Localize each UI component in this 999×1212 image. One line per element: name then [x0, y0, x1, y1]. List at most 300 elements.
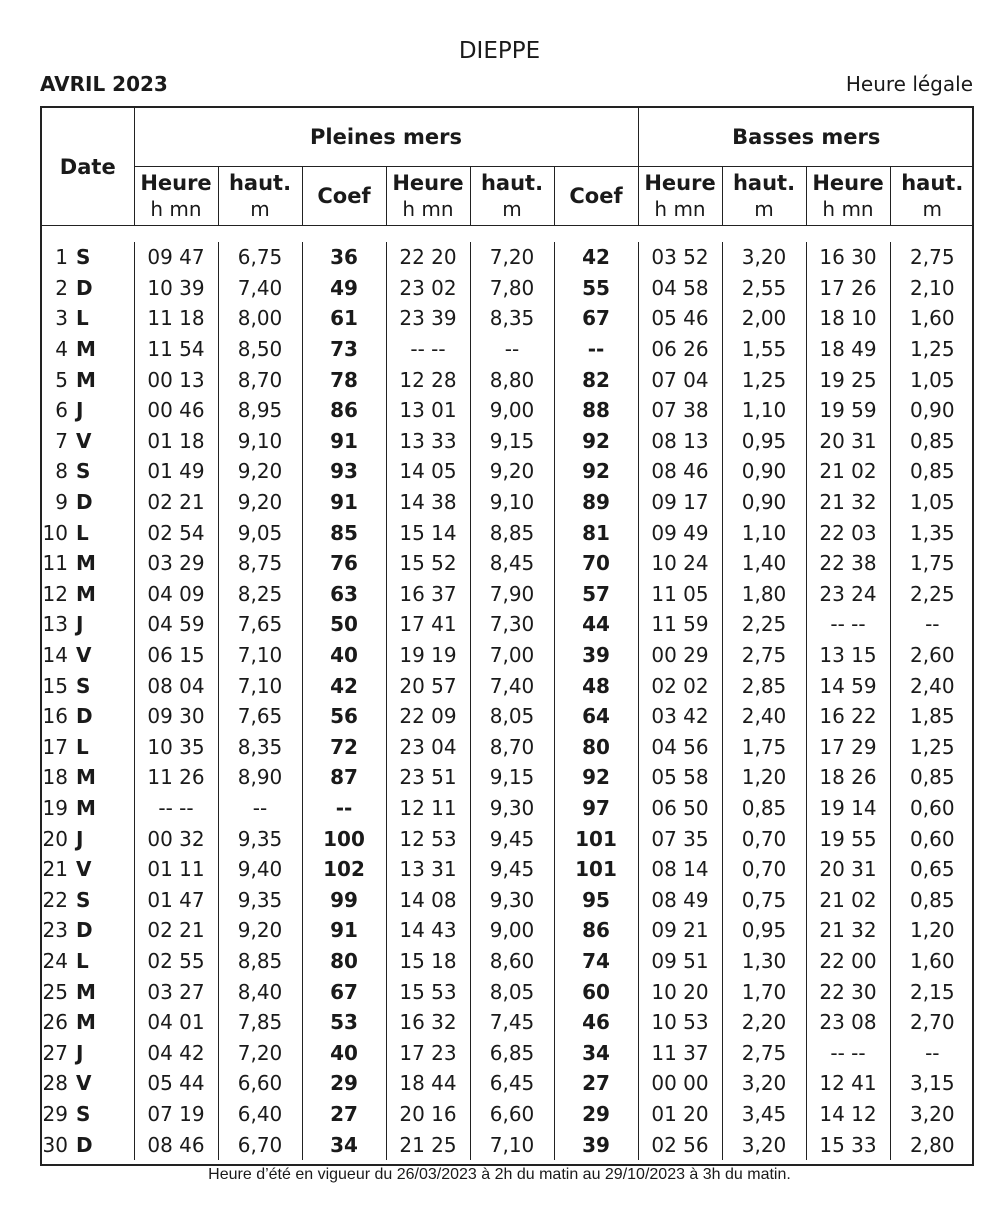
day-number: 26 — [42, 1010, 68, 1035]
pm1-heure-cell: 02 55 — [134, 946, 218, 977]
pm1-haut-cell: 9,05 — [218, 517, 302, 548]
weekday-letter: M — [76, 795, 96, 820]
pm2-haut-cell: 9,00 — [470, 395, 554, 426]
bm1-haut-cell: 1,20 — [722, 762, 806, 793]
bm1-haut-cell: 3,20 — [722, 1129, 806, 1160]
pm1-coef-cell: 72 — [302, 732, 386, 763]
bm2-haut-cell: 1,85 — [910, 704, 955, 729]
bm2-heure-cell: 22 30 — [806, 976, 890, 1007]
bm1-heure-cell: 11 05 — [638, 579, 722, 610]
table-row — [42, 456, 974, 487]
pm1-coef-cell: 102 — [302, 854, 386, 885]
pm1-haut-cell: 8,75 — [218, 548, 302, 579]
bm1-haut-cell: 1,30 — [722, 946, 806, 977]
day-number: 6 — [55, 398, 68, 423]
pm1-haut-cell: 9,10 — [218, 426, 302, 457]
pm1-haut-cell: 9,40 — [218, 854, 302, 885]
table-row — [42, 854, 974, 885]
pm2-coef-cell: 27 — [554, 1068, 638, 1099]
pm1-heure-cell: 02 54 — [134, 517, 218, 548]
date-cell — [42, 548, 134, 579]
pm2-coef-cell: 86 — [554, 915, 638, 946]
bm2-heure-cell: 14 59 — [806, 670, 890, 701]
bm2-haut-cell: 1,05 — [910, 490, 955, 515]
bm1-haut-cell: 0,95 — [722, 426, 806, 457]
pm1-haut-cell: 9,20 — [218, 487, 302, 518]
day-number: 12 — [42, 581, 68, 606]
pm1-heure-cell: 04 01 — [134, 1007, 218, 1038]
bm1-haut-cell: 0,90 — [722, 456, 806, 487]
date-cell — [42, 701, 134, 732]
bm2-haut-cell: 2,10 — [910, 275, 955, 300]
bm2-haut-cell: 2,40 — [910, 673, 955, 698]
date-cell — [42, 640, 134, 671]
pm2-heure-cell: -- -- — [386, 334, 470, 365]
weekday-letter: L — [76, 520, 89, 545]
pm1-haut-cell: 7,40 — [218, 273, 302, 304]
weekday-letter: M — [76, 1010, 96, 1035]
day-number: 23 — [42, 918, 68, 943]
table-row — [42, 334, 974, 365]
bm1-heure-cell: 08 13 — [638, 426, 722, 457]
pm2-coef-cell: 39 — [554, 640, 638, 671]
date-cell — [42, 946, 134, 977]
weekday-letter: L — [76, 948, 89, 973]
date-cell — [42, 976, 134, 1007]
pm1-coef-cell: 63 — [302, 579, 386, 610]
bm1-heure-cell: 03 42 — [638, 701, 722, 732]
day-number: 24 — [42, 948, 68, 973]
pm2-heure-cell: 15 18 — [386, 946, 470, 977]
pm1-haut-cell: 8,35 — [218, 732, 302, 763]
weekday-letter: J — [76, 1040, 84, 1065]
pm1-haut-cell: 8,25 — [218, 579, 302, 610]
tide-table-body — [42, 226, 974, 1160]
weekday-letter: M — [76, 337, 96, 362]
bm2-haut-cell: 2,15 — [910, 979, 955, 1004]
bm2-haut-cell: 2,80 — [910, 1132, 955, 1157]
bm2-haut-header: haut. m — [890, 167, 974, 226]
pm2-heure-cell: 15 52 — [386, 548, 470, 579]
pm2-coef-cell: 55 — [554, 273, 638, 304]
bm1-haut-cell: 0,70 — [722, 854, 806, 885]
pm1-coef-cell: 49 — [302, 273, 386, 304]
bm1-heure-cell: 01 20 — [638, 1099, 722, 1130]
pm2-heure-cell: 22 20 — [386, 242, 470, 273]
bm1-heure-header: Heure h mn — [638, 167, 722, 226]
pm2-haut-cell: -- — [470, 334, 554, 365]
bm1-heure-cell: 08 49 — [638, 884, 722, 915]
table-row — [42, 976, 974, 1007]
pm2-coef-cell: -- — [554, 334, 638, 365]
bm2-haut-cell: 2,75 — [910, 245, 955, 270]
bm2-heure-cell: 20 31 — [806, 426, 890, 457]
bm1-heure-cell: 08 46 — [638, 456, 722, 487]
pm1-haut-cell: 8,85 — [218, 946, 302, 977]
pm2-haut-cell: 9,30 — [470, 793, 554, 824]
bm2-haut-cell: 1,05 — [910, 367, 955, 392]
bm2-haut-cell: 0,90 — [910, 398, 955, 423]
pm1-haut-cell: 8,50 — [218, 334, 302, 365]
pm2-heure-cell: 23 51 — [386, 762, 470, 793]
pm1-heure-cell: 03 27 — [134, 976, 218, 1007]
day-number: 27 — [42, 1040, 68, 1065]
bm1-heure-cell: 05 58 — [638, 762, 722, 793]
bm1-haut-cell: 0,95 — [722, 915, 806, 946]
table-row — [42, 303, 974, 334]
day-number: 13 — [42, 612, 68, 637]
pm1-heure-cell: 10 35 — [134, 732, 218, 763]
pm2-heure-cell: 12 28 — [386, 364, 470, 395]
pleines-mers-header: Pleines mers — [134, 108, 638, 167]
pm2-heure-cell: 20 57 — [386, 670, 470, 701]
pm2-haut-cell: 8,85 — [470, 517, 554, 548]
pm2-coef-cell: 42 — [554, 242, 638, 273]
basses-mers-header: Basses mers — [638, 108, 974, 167]
bm1-heure-cell: 09 21 — [638, 915, 722, 946]
pm1-heure-cell: 04 59 — [134, 609, 218, 640]
weekday-letter: V — [76, 1071, 92, 1096]
bm1-haut-cell: 1,10 — [722, 517, 806, 548]
pm2-heure-cell: 13 01 — [386, 395, 470, 426]
bm2-haut-cell: -- — [925, 612, 940, 637]
date-header: Date — [42, 108, 134, 226]
bm2-haut-cell: 3,20 — [910, 1101, 955, 1126]
pm2-coef-cell: 89 — [554, 487, 638, 518]
pm2-coef-cell: 101 — [554, 823, 638, 854]
bm1-heure-cell: 03 52 — [638, 242, 722, 273]
pm2-heure-cell: 15 14 — [386, 517, 470, 548]
pm1-haut-cell: 7,20 — [218, 1037, 302, 1068]
pm2-haut-cell: 9,15 — [470, 762, 554, 793]
date-cell — [42, 242, 134, 273]
bm2-heure-cell: 17 29 — [806, 732, 890, 763]
date-cell — [42, 426, 134, 457]
pm1-heure-cell: 02 21 — [134, 487, 218, 518]
pm1-heure-cell: 11 26 — [134, 762, 218, 793]
day-number: 8 — [55, 459, 68, 484]
pm2-heure-cell: 14 38 — [386, 487, 470, 518]
pm1-coef-cell: 91 — [302, 426, 386, 457]
table-row — [42, 640, 974, 671]
weekday-letter: V — [76, 643, 92, 668]
pm2-haut-cell: 9,10 — [470, 487, 554, 518]
bm1-haut-cell: 1,70 — [722, 976, 806, 1007]
day-number: 3 — [55, 306, 68, 331]
weekday-letter: L — [76, 734, 89, 759]
table-row — [42, 946, 974, 977]
bm2-heure-cell: 22 38 — [806, 548, 890, 579]
pm1-coef-cell: 86 — [302, 395, 386, 426]
table-row — [42, 1037, 974, 1068]
pm2-haut-header: haut. m — [470, 167, 554, 226]
bm2-haut-cell: 2,60 — [910, 643, 955, 668]
pm2-heure-cell: 18 44 — [386, 1068, 470, 1099]
pm1-haut-cell: 9,20 — [218, 915, 302, 946]
pm1-coef-cell: 87 — [302, 762, 386, 793]
pm1-haut-cell: 6,40 — [218, 1099, 302, 1130]
bm2-haut-cell: 0,60 — [910, 826, 955, 851]
table-row — [42, 395, 974, 426]
pm2-coef-cell: 46 — [554, 1007, 638, 1038]
day-number: 10 — [42, 520, 68, 545]
day-number: 22 — [42, 887, 68, 912]
bm2-haut-cell: 2,70 — [910, 1010, 955, 1035]
weekday-letter: S — [76, 459, 91, 484]
pm1-coef-cell: 61 — [302, 303, 386, 334]
bm2-heure-cell: 21 02 — [806, 456, 890, 487]
weekday-letter: M — [76, 765, 96, 790]
bm2-haut-cell: 1,60 — [910, 306, 955, 331]
pm1-heure-cell: 07 19 — [134, 1099, 218, 1130]
pm1-heure-cell: 04 09 — [134, 579, 218, 610]
pm2-coef-cell: 60 — [554, 976, 638, 1007]
bm2-haut-cell: 1,25 — [910, 734, 955, 759]
table-row — [42, 579, 974, 610]
pm1-haut-cell: 6,60 — [218, 1068, 302, 1099]
pm2-heure-cell: 14 08 — [386, 884, 470, 915]
pm2-haut-cell: 9,15 — [470, 426, 554, 457]
pm1-haut-cell: 6,70 — [218, 1129, 302, 1160]
table-row — [42, 1007, 974, 1038]
day-number: 30 — [42, 1132, 68, 1157]
bm2-heure-cell: 19 14 — [806, 793, 890, 824]
pm2-heure-cell: 23 04 — [386, 732, 470, 763]
bm1-haut-cell: 2,55 — [722, 273, 806, 304]
pm1-heure-cell: 08 46 — [134, 1129, 218, 1160]
pm2-coef-cell: 64 — [554, 701, 638, 732]
bm1-heure-cell: 10 24 — [638, 548, 722, 579]
weekday-letter: S — [76, 1101, 91, 1126]
pm2-coef-cell: 101 — [554, 854, 638, 885]
weekday-letter: L — [76, 306, 89, 331]
pm2-heure-cell: 20 16 — [386, 1099, 470, 1130]
bm2-heure-cell: 16 30 — [806, 242, 890, 273]
pm1-heure-cell: 09 47 — [134, 242, 218, 273]
bm1-heure-cell: 05 46 — [638, 303, 722, 334]
bm2-haut-cell: -- — [925, 1040, 940, 1065]
day-number: 4 — [55, 337, 68, 362]
bm1-heure-cell: 04 58 — [638, 273, 722, 304]
time-note: Heure légale — [845, 72, 973, 96]
pm2-coef-header: Coef — [554, 167, 638, 226]
pm2-coef-cell: 39 — [554, 1129, 638, 1160]
day-number: 17 — [42, 734, 68, 759]
pm2-haut-cell: 9,45 — [470, 854, 554, 885]
bm1-haut-cell: 2,40 — [722, 701, 806, 732]
bm2-heure-cell: 22 03 — [806, 517, 890, 548]
month-label: AVRIL 2023 — [40, 72, 168, 96]
day-number: 1 — [55, 245, 68, 270]
pm2-heure-cell: 23 39 — [386, 303, 470, 334]
weekday-letter: V — [76, 428, 92, 453]
date-cell — [42, 1007, 134, 1038]
day-number: 7 — [55, 428, 68, 453]
pm1-coef-cell: 56 — [302, 701, 386, 732]
table-row — [42, 670, 974, 701]
bm2-haut-cell: 3,15 — [910, 1071, 955, 1096]
pm1-haut-cell: -- — [218, 793, 302, 824]
bm2-heure-cell: 18 10 — [806, 303, 890, 334]
pm2-coef-cell: 67 — [554, 303, 638, 334]
pm1-heure-cell: -- -- — [134, 793, 218, 824]
pm1-coef-cell: 29 — [302, 1068, 386, 1099]
pm2-heure-cell: 16 37 — [386, 579, 470, 610]
pm2-heure-cell: 14 05 — [386, 456, 470, 487]
bm2-haut-cell: 0,85 — [910, 428, 955, 453]
pm1-coef-cell: 91 — [302, 915, 386, 946]
table-row — [42, 1129, 974, 1160]
pm1-heure-cell: 03 29 — [134, 548, 218, 579]
weekday-letter: D — [76, 275, 93, 300]
bm2-heure-cell: 19 25 — [806, 364, 890, 395]
bm1-haut-cell: 2,75 — [722, 640, 806, 671]
bm1-haut-cell: 0,70 — [722, 823, 806, 854]
weekday-letter: M — [76, 581, 96, 606]
weekday-letter: S — [76, 673, 91, 698]
pm2-heure-cell: 19 19 — [386, 640, 470, 671]
bm1-heure-cell: 10 20 — [638, 976, 722, 1007]
bm1-heure-cell: 09 49 — [638, 517, 722, 548]
pm2-haut-cell: 8,35 — [470, 303, 554, 334]
pm2-haut-cell: 7,90 — [470, 579, 554, 610]
pm1-heure-cell: 11 54 — [134, 334, 218, 365]
bm1-haut-cell: 3,45 — [722, 1099, 806, 1130]
pm1-coef-cell: 78 — [302, 364, 386, 395]
pm1-coef-cell: 36 — [302, 242, 386, 273]
date-cell — [42, 1129, 134, 1160]
table-row — [42, 732, 974, 763]
day-number: 28 — [42, 1071, 68, 1096]
bm1-haut-cell: 1,10 — [722, 395, 806, 426]
day-number: 15 — [42, 673, 68, 698]
pm1-coef-cell: 34 — [302, 1129, 386, 1160]
weekday-letter: J — [76, 398, 84, 423]
date-cell — [42, 1068, 134, 1099]
bm1-haut-cell: 2,75 — [722, 1037, 806, 1068]
pm1-coef-cell: 76 — [302, 548, 386, 579]
bm1-haut-cell: 3,20 — [722, 242, 806, 273]
pm2-coef-cell: 92 — [554, 456, 638, 487]
table-row — [42, 823, 974, 854]
pm1-coef-cell: 40 — [302, 1037, 386, 1068]
pm1-heure-cell: 06 15 — [134, 640, 218, 671]
pm1-haut-cell: 8,00 — [218, 303, 302, 334]
weekday-letter: D — [76, 918, 93, 943]
bm1-heure-cell: 11 37 — [638, 1037, 722, 1068]
pm1-heure-header: Heure h mn — [134, 167, 218, 226]
pm2-haut-cell: 6,85 — [470, 1037, 554, 1068]
bm1-heure-cell: 04 56 — [638, 732, 722, 763]
date-cell — [42, 273, 134, 304]
bm2-haut-cell: 0,85 — [910, 765, 955, 790]
pm1-heure-cell: 01 47 — [134, 884, 218, 915]
table-row — [42, 364, 974, 395]
bm1-heure-cell: 06 50 — [638, 793, 722, 824]
bm2-heure-cell: 21 32 — [806, 487, 890, 518]
bm1-heure-cell: 07 35 — [638, 823, 722, 854]
bm2-haut-cell: 1,35 — [910, 520, 955, 545]
bm1-haut-cell: 1,55 — [722, 334, 806, 365]
table-row — [42, 701, 974, 732]
pm1-heure-cell: 02 21 — [134, 915, 218, 946]
date-cell — [42, 915, 134, 946]
bm1-haut-cell: 3,20 — [722, 1068, 806, 1099]
pm2-coef-cell: 57 — [554, 579, 638, 610]
bm2-heure-header: Heure h mn — [806, 167, 890, 226]
bm1-heure-cell: 02 56 — [638, 1129, 722, 1160]
bm1-heure-cell: 00 29 — [638, 640, 722, 671]
pm1-coef-cell: 73 — [302, 334, 386, 365]
pm2-haut-cell: 7,40 — [470, 670, 554, 701]
pm2-heure-cell: 15 53 — [386, 976, 470, 1007]
date-cell — [42, 732, 134, 763]
pm1-coef-header: Coef — [302, 167, 386, 226]
day-number: 29 — [42, 1101, 68, 1126]
bm1-heure-cell: 02 02 — [638, 670, 722, 701]
pm2-heure-cell: 17 23 — [386, 1037, 470, 1068]
bm2-heure-cell: 18 49 — [806, 334, 890, 365]
bm1-heure-cell: 08 14 — [638, 854, 722, 885]
pm1-coef-cell: 100 — [302, 823, 386, 854]
bm1-haut-cell: 2,00 — [722, 303, 806, 334]
pm2-heure-cell: 14 43 — [386, 915, 470, 946]
weekday-letter: V — [76, 857, 92, 882]
pm2-coef-cell: 34 — [554, 1037, 638, 1068]
pm1-heure-cell: 05 44 — [134, 1068, 218, 1099]
pm2-haut-cell: 9,45 — [470, 823, 554, 854]
table-row — [42, 915, 974, 946]
date-cell — [42, 793, 134, 824]
bm1-haut-cell: 1,80 — [722, 579, 806, 610]
bm2-heure-cell: 16 22 — [806, 701, 890, 732]
bm1-haut-cell: 2,85 — [722, 670, 806, 701]
pm1-haut-cell: 7,10 — [218, 640, 302, 671]
pm2-haut-cell: 7,20 — [470, 242, 554, 273]
pm1-coef-cell: 40 — [302, 640, 386, 671]
table-row — [42, 884, 974, 915]
bm2-haut-cell: 0,85 — [910, 887, 955, 912]
bm2-heure-cell: 14 12 — [806, 1099, 890, 1130]
pm1-haut-header: haut. m — [218, 167, 302, 226]
date-cell — [42, 334, 134, 365]
pm1-haut-cell: 6,75 — [218, 242, 302, 273]
pm1-coef-cell: 67 — [302, 976, 386, 1007]
bm1-heure-cell: 11 59 — [638, 609, 722, 640]
bm2-heure-cell: 22 00 — [806, 946, 890, 977]
pm2-haut-cell: 6,60 — [470, 1099, 554, 1130]
pm2-heure-cell: 13 31 — [386, 854, 470, 885]
pm2-haut-cell: 9,30 — [470, 884, 554, 915]
pm2-heure-header: Heure h mn — [386, 167, 470, 226]
bm2-haut-cell: 0,85 — [910, 459, 955, 484]
pm2-coef-cell: 97 — [554, 793, 638, 824]
footnote: Heure d’été en vigueur du 26/03/2023 à 2h du matin au 29/10/2023 à 3h du matin. — [208, 1166, 791, 1183]
pm1-heure-cell: 01 49 — [134, 456, 218, 487]
table-row — [42, 793, 974, 824]
bm2-heure-cell: 21 32 — [806, 915, 890, 946]
table-row — [42, 426, 974, 457]
pm1-haut-cell: 7,65 — [218, 609, 302, 640]
bm1-haut-cell: 1,25 — [722, 364, 806, 395]
pm2-haut-cell: 8,70 — [470, 732, 554, 763]
day-number: 16 — [42, 704, 68, 729]
pm2-coef-cell: 82 — [554, 364, 638, 395]
pm1-heure-cell: 00 46 — [134, 395, 218, 426]
pm1-coef-cell: 91 — [302, 487, 386, 518]
day-number: 5 — [55, 367, 68, 392]
bm1-heure-cell: 09 17 — [638, 487, 722, 518]
